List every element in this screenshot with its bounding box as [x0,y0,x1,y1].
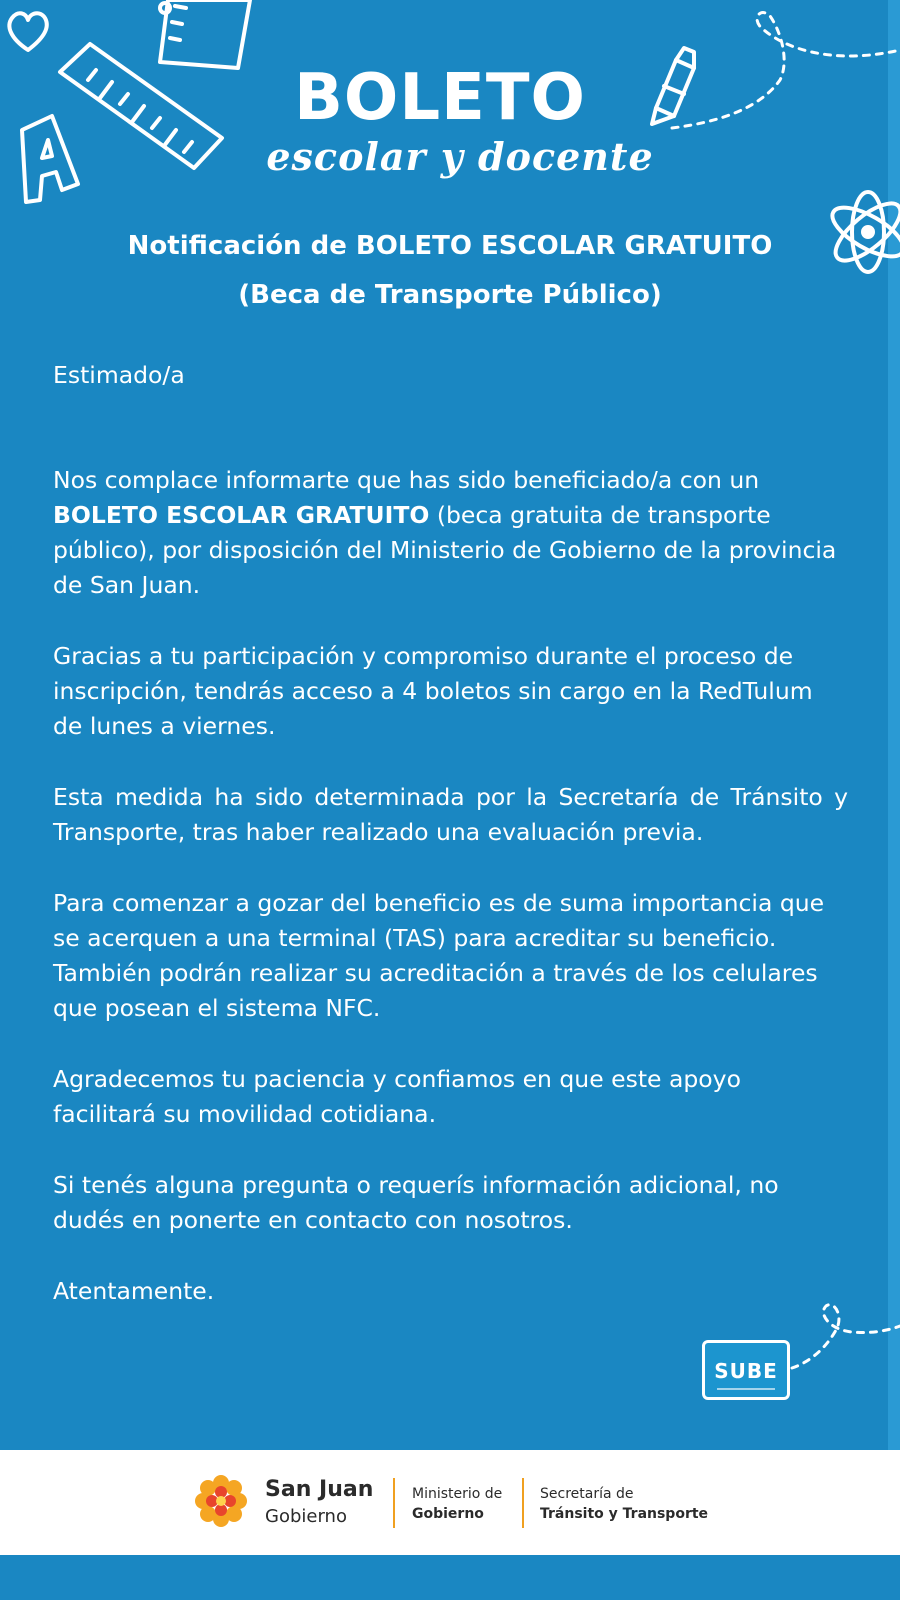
paragraph-1-text-a: Nos complace informarte que has sido beneficiado/a con un [53,466,760,494]
heart-icon [9,13,46,50]
footer-separator-1 [393,1478,395,1528]
sube-card-line [717,1388,775,1390]
org-sub: Gobierno [265,1506,347,1527]
paragraph-1-bold: BOLETO ESCOLAR GRATUITO [53,501,430,529]
footer-separator-2 [522,1478,524,1528]
footer-bottom-band [0,1555,900,1600]
paragraph-3: Esta medida ha sido determinada por la Secretaría de Tránsito y Transporte, tras haber realizado una evaluación previa. [53,783,848,846]
notebook-icon [160,0,250,68]
ministry-line2: Gobierno [412,1506,484,1522]
paragraph-5: Agradecemos tu paciencia y confiamos en que este apoyo facilitará su movilidad cotidiana. [53,1065,741,1128]
secretariat-line2: Tránsito y Transporte [540,1506,709,1522]
sube-card-icon [702,1340,790,1400]
paragraph-4: Para comenzar a gozar del beneficio es de suma importancia que se acerquen a una terminal (TAS) para acreditar su beneficio. También podrán realizar su acreditación a través de los celulares que posean el sistema NFC. [53,889,825,1022]
ministry-line1: Ministerio de [412,1486,503,1502]
secretariat-line1: Secretaría de [540,1486,634,1502]
notice-title [0,222,900,320]
notice-title-line2: (Beca de Transporte Público) [238,280,662,310]
paragraph-2: Gracias a tu participación y compromiso durante el proceso de inscripción, tendrás acceso a 4 boletos sin cargo en la RedTulum de lunes a viernes. [53,642,813,740]
footer [0,1450,900,1555]
org-name: San Juan [265,1477,374,1502]
paragraph-1 [53,463,848,603]
paragraph-1-text-b: (beca gratuita de transporte público), por disposición del Ministerio de Gobierno de la provincia de San Juan. [53,501,837,599]
brand-title: BOLETO [294,61,586,135]
letter-body [53,358,848,1309]
paragraph-6: Si tenés alguna pregunta o requerís información adicional, no dudés en ponerte en contacto con nosotros. [53,1171,779,1234]
brand-subtitle: escolar y docente [266,134,654,179]
greeting: Estimado/a [53,361,185,389]
notice-title-line1: Notificación de BOLETO ESCOLAR GRATUITO [127,231,773,261]
closing: Atentamente. [53,1277,215,1305]
san-juan-emblem-icon [193,1473,249,1529]
sube-label: SUBE [714,1359,778,1383]
